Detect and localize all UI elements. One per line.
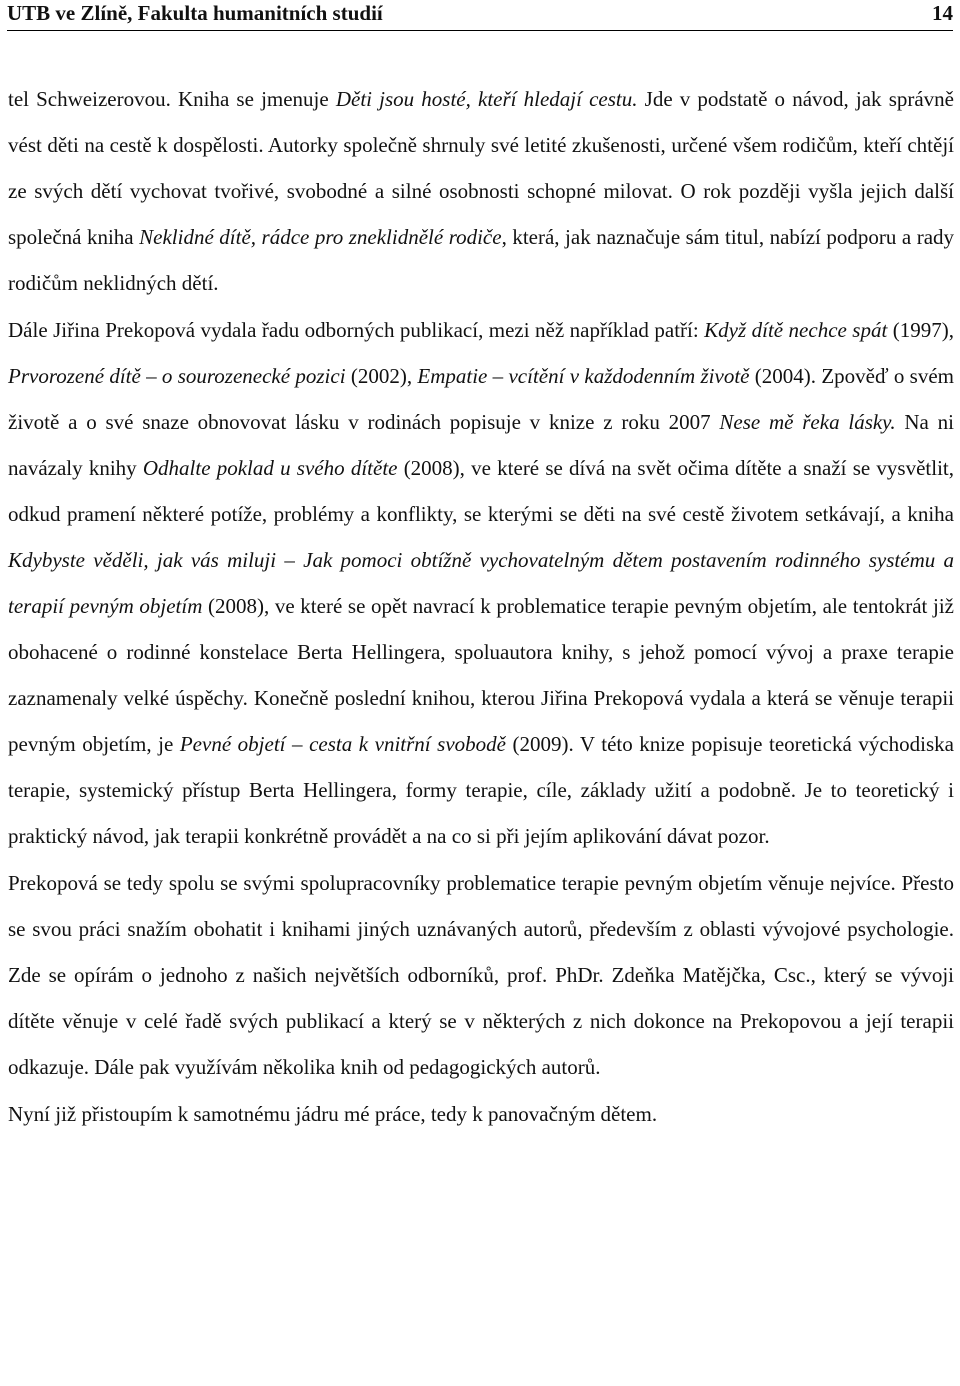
italic-text-run: Odhalte poklad u svého dítěte [142, 456, 398, 480]
text-run: Jde v podstatě o návod, jak správně vést děti na cestě k dospělosti. Autorky společně shrnuly své letité zkušenosti, určené všem rodičům, kteří chtějí ze svých dětí vychovat tvořivé, svobodné a silné osobnosti schopné milovat. O rok později vyšla jejich další společná kniha [8, 87, 955, 249]
header-title: UTB ve Zlíně, Fakulta humanitních studií [7, 1, 383, 25]
text-run: (1997), [887, 318, 954, 342]
text-run: Prekopová se tedy spolu se svými spolupracovníky problematice terapie pevným objetím věnuje nejvíce. Přesto se svou práci snažím obohatit i knihami jiných uznávaných autorů, především z oblasti vývojové psychologie. Zde se opírám o jednoho z našich největších odborníků, prof. PhDr. Zdeňka Matějčka, Csc., který se vývoji dítěte věnuje v celé řadě svých publikací a který se v některých z nich dokonce na Prekopovou a její terapii odkazuje. Dále pak využívám několika knih od pedagogických autorů. [8, 871, 954, 1079]
page-header [7, 0, 953, 31]
paragraph [8, 1091, 954, 1137]
italic-text-run: Empatie – vcítění v každodenním životě [417, 364, 750, 388]
text-run: (2009). V této knize popisuje teoretická východiska terapie, systemický přístup Berta Hellingera, formy terapie, cíle, základy užití a podobně. Je to teoretický i praktický návod, jak terapii konkrétně provádět a na co si při jejím aplikování dávat pozor. [8, 732, 954, 848]
text-run: (2008), ve které se opět navrací k problematice terapie pevným objetím, ale tentokrát již obohacené o rodinné konstelace Berta Hellingera, spoluautora knihy, s jehož pomocí vývoj a praxe terapie zaznamenaly velké úspěchy. Konečně poslední knihou, kterou Jiřina Prekopová vydala a která se věnuje terapii pevným objetím, je [8, 594, 954, 756]
text-run: , která, jak naznačuje sám titul, nabízí podporu a rady rodičům neklidných dětí. [8, 225, 955, 295]
italic-text-run: Neklidné dítě, rádce pro zneklidnělé rodiče [139, 225, 502, 249]
italic-text-run: Prvorozené dítě – o sourozenecké pozici [8, 364, 346, 388]
paragraph [8, 860, 954, 1090]
italic-text-run: Kdybyste věděli, jak vás miluji – Jak pomoci obtížně vychovatelným dětem postavením rodinného systému a terapií pevným objetím [8, 548, 954, 618]
italic-text-run: Když dítě nechce spát [704, 318, 888, 342]
text-run: Dále Jiřina Prekopová vydala řadu odborných publikací, mezi něž například patří: [8, 318, 705, 342]
italic-text-run: Pevné objetí – cesta k vnitřní svobodě [179, 732, 506, 756]
page-number: 14 [932, 1, 953, 25]
body-text [8, 76, 954, 1137]
text-run: Nyní již přistoupím k samotnému jádru mé práce, tedy k panovačným dětem. [8, 1102, 658, 1126]
paragraph [8, 76, 954, 306]
text-run: (2004). Zpověď o svém životě a o své snaze obnovovat lásku v rodinách popisuje v knize z roku 2007 [8, 364, 954, 434]
text-run: Na ni navázaly knihy [8, 410, 954, 480]
text-run: (2002), [345, 364, 418, 388]
paragraph [8, 307, 954, 859]
italic-text-run: Nese mě řeka lásky. [719, 410, 896, 434]
text-run: tel Schweizerovou. Kniha se jmenuje [8, 87, 336, 111]
italic-text-run: Děti jsou hosté, kteří hledají cestu. [335, 87, 638, 111]
text-run: (2008), ve které se dívá na svět očima dítěte a snaží se vysvětlit, odkud pramení některé potíže, problémy a konflikty, se kterými se děti na své cestě životem setkávají, a kniha [8, 456, 955, 526]
